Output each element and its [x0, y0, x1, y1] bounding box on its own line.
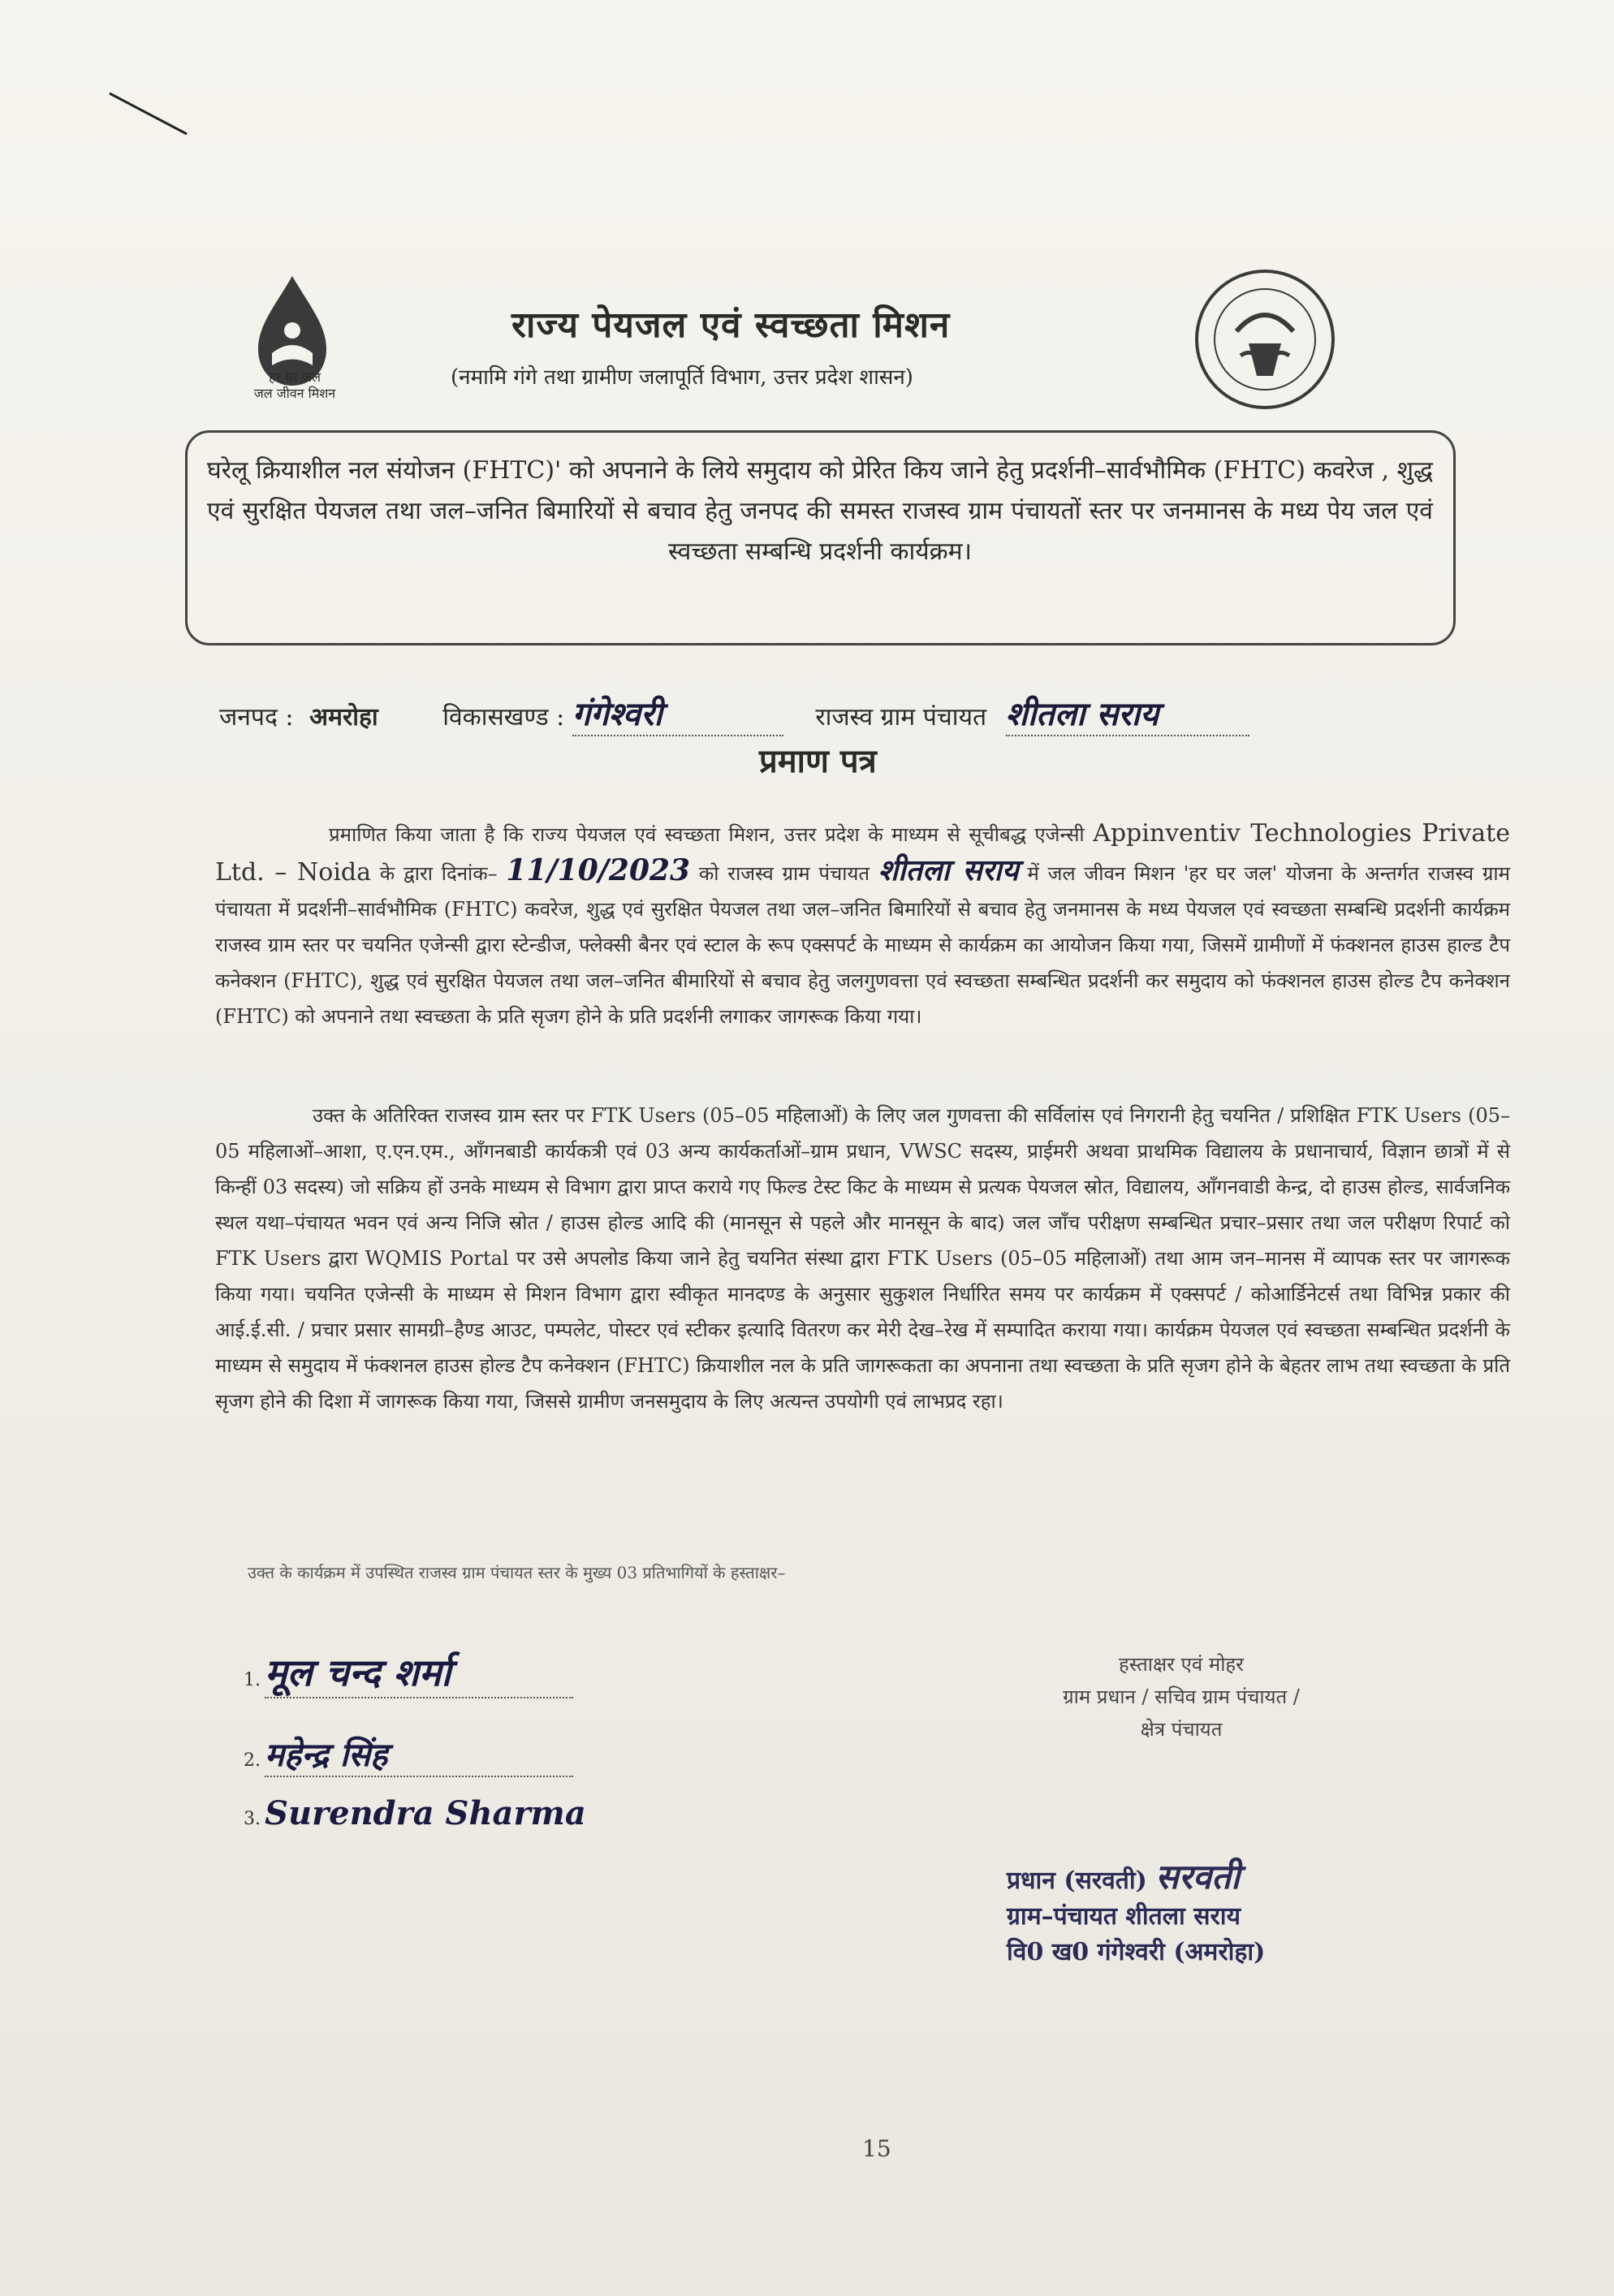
para1-intro: प्रमाणित किया जाता है कि राज्य पेयजल एवं स्वच्छता मिशन, उत्तर प्रदेश के माध्यम से सूचीबद्ध एजेन्सी [329, 823, 1085, 846]
panchayat-value-line [1006, 690, 1249, 736]
block-label: विकासखण्ड : [442, 703, 565, 732]
panchayat-value: शीतला सराय [1005, 695, 1159, 733]
left-logo-caption: हर घर जल जल जीवन मिशन [253, 369, 336, 401]
district-label: जनपद : [219, 703, 294, 732]
district-value: अमरोहा [309, 703, 378, 732]
para1-at-panchayat: को राजस्व ग्राम पंचायत [698, 862, 870, 885]
certificate-title: प्रमाण पत्र [759, 742, 877, 780]
para1-body: में जल जीवन मिशन 'हर घर जल' योजना के अन्तर्गत राजस्व ग्राम पंचायता में प्रदर्शनी–सार्वभौमिक (FHTC) कवरेज, शुद्ध एवं सुरक्षित पेयजल तथा जल–जनित बिमारियों से बचाव हेतु जनमानस के मध्य पेयजल एवं स्वच्छता सम्बन्धि प्रदर्शनी कार्यक्रम राजस्व ग्राम स्तर पर चयनित एजेन्सी द्वारा स्टेन्डीज, फ्लेक्सी बैनर एवं स्टाल के रूप एक्सपर्ट के माध्यम से कार्यक्रम का आयोजन किया गया, जिसमें ग्रामीणों में फंक्शनल हाउस हाल्ड टैप कनेक्शन (FHTC), शुद्ध एवं सुरक्षित पेयजल तथा जल–जनित बीमारियों से बचाव हेतु जलगुणवत्ता एवं स्वच्छता सम्बन्धित प्रदर्शनी कर समुदाय को फंक्शनल हाउस होल्ड टैप कनेक्शन (FHTC) को अपनाने तथा स्वच्छता के प्रति सृजग होने के प्रति प्रदर्शनी लगाकर जागरूक किया गया। [215, 862, 1510, 1028]
participant-signature-1: 1. मूल चन्द शर्मा [244, 1646, 573, 1698]
location-row [219, 690, 1249, 736]
panchayat-label: राजस्व ग्राम पंचायत [815, 703, 987, 732]
block-value-line [572, 690, 783, 736]
para1-by-date: के द्वारा दिनांक– [379, 862, 498, 885]
program-topic: घरेलू क्रियाशील नल संयोजन (FHTC)' को अपनाने के लिये समुदाय को प्रेरित किय जाने हेतु प्रदर्शनी–सार्वभौमिक (FHTC) कवरेज , शुद्ध एवं सुरक्षित पेयजल तथा जल–जनित बिमारियों से बचाव हेतु जनपद की समस्त राजस्व ग्राम पंचायतों स्तर पर जनमानस के मध्य पेय जल एवं स्वच्छता सम्बन्धि प्रदर्शनी कार्यक्रम। [207, 456, 1433, 566]
pradhan-seal [1007, 1859, 1413, 1970]
program-date: 11/10/2023 [506, 853, 691, 887]
seal-panchayat: ग्राम–पंचायत शीतला सराय [1007, 1902, 1241, 1931]
pen-mark [106, 89, 195, 138]
block-value: गंगेश्वरी [572, 695, 662, 733]
up-government-emblem-icon [1192, 266, 1338, 412]
participant-signature-2: 2. महेन्द्र सिंह [244, 1731, 573, 1777]
participant-signature-3: 3. Surendra Sharma [244, 1794, 586, 1832]
participant-2-name: महेन्द्र सिंह [265, 1736, 388, 1774]
header-subtitle: (नमामि गंगे तथा ग्रामीण जलापूर्ति विभाग, उत्तर प्रदेश शासन) [451, 365, 913, 390]
seal-block: वि0 ख0 गंगेश्वरी (अमरोहा) [1007, 1938, 1266, 1966]
seal-title: प्रधान (सरवती) [1007, 1867, 1147, 1895]
participant-3-name: Surendra Sharma [265, 1794, 586, 1832]
para1-panchayat: शीतला सराय [878, 853, 1019, 887]
header-title: राज्य पेयजल एवं स्वच्छता मिशन [511, 304, 951, 346]
agency-name: Appinventiv Technologies Private Ltd. – Noida [215, 819, 1510, 887]
stamp-label: हस्ताक्षर एवं मोहर ग्राम प्रधान / सचिव ग्राम पंचायत / क्षेत्र पंचायत [1063, 1653, 1300, 1741]
certificate-paragraph-1 [215, 816, 1510, 1034]
pradhan-signature: सरवती [1155, 1857, 1241, 1897]
participants-signature-note: उक्त के कार्यक्रम में उपस्थित राजस्व ग्राम पंचायत स्तर के मुख्य 03 प्रतिभागियों के हस्ताक्षर– [248, 1563, 786, 1582]
participant-1-name: मूल चन्द शर्मा [265, 1651, 451, 1694]
certificate-paragraph-2: उक्त के अतिरिक्त राजस्व ग्राम स्तर पर FTK Users (05–05 महिलाओं) के लिए जल गुणवत्ता की सर्विलांस एवं निगरानी हेतु चयनित / प्रशिक्षित FTK Users (05–05 महिलाओं–आशा, ए.एन.एम., आँगनबाडी कार्यकत्री एवं 03 अन्य कार्यकर्ताओं–ग्राम प्रधान, VWSC सदस्य, प्राईमरी अथवा प्राथमिक विद्यालय के प्रधानाचार्य, विज्ञान छात्रों में से किन्हीं 03 सदस्य) जो सक्रिय हों उनके माध्यम से विभाग द्वारा प्राप्त कराये गए फिल्ड टेस्ट किट के माध्यम से प्रत्यक पेयजल स्रोत, विद्यालय, आँगनवाडी केन्द्र, दो हाउस होल्ड, सार्वजनिक स्थल यथा–पंचायत भवन एवं अन्य निजि स्रोत / हाउस होल्ड आदि की (मानसून से पहले और मानसून के बाद) जल जाँच परीक्षण सम्बन्धित प्रचार–प्रसार तथा जल परीक्षण रिपार्ट को FTK Users द्वारा WQMIS Portal पर उसे अपलोड किया जाने हेतु चयनित संस्था द्वारा FTK Users (05–05 महिलाओं) तथा आम जन–मानस में व्यापक स्तर पर जागरूक किया गया। चयनित एजेन्सी के माध्यम से मिशन विभाग द्वारा स्वीकृत मानदण्ड के अनुसार सुकुशल निर्धारित समय पर कार्यक्रम में एक्सपर्ट / कोआर्डिनेटर्स तथा विभिन्न प्रकार की आई.ई.सी. / प्रचार प्रसार सामग्री–हैण्ड आउट, पम्पलेट, पोस्टर एवं स्टीकर इत्यादि वितरण कर मेरी देख–रेख में सम्पादित कराया गया। कार्यक्रम पेयजल एवं स्वच्छता सम्बन्धित प्रदर्शनी के माध्यम से समुदाय में फंक्शनल हाउस होल्ड टैप कनेक्शन (FHTC) क्रियाशील नल के प्रति जागरूकता का अपनाना तथा स्वच्छता के प्रति सृजग होने के बेहतर लाभ तथा स्वच्छता के प्रति सृजग होने की दिशा में जागरूक किया गया, जिससे ग्रामीण जनसमुदाय के लिए अत्यन्त उपयोगी एवं लाभप्रद रहा। [215, 1104, 1510, 1413]
page-number: 15 [862, 2135, 891, 2162]
